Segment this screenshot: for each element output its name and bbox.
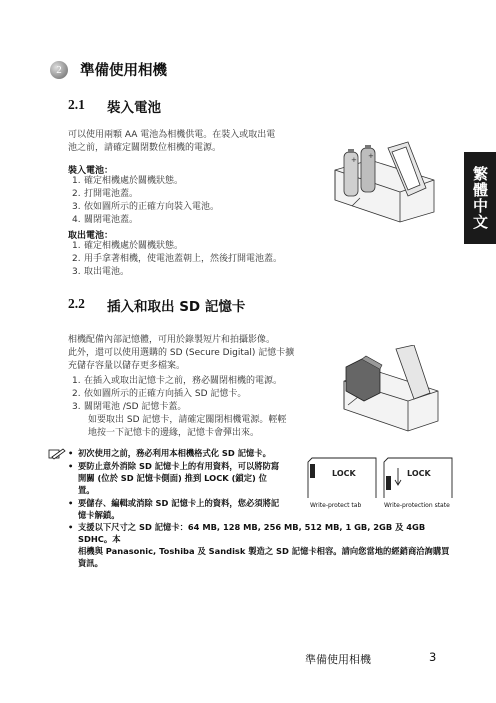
lock-switch-diagram	[306, 456, 454, 500]
remove-battery-steps	[72, 240, 332, 279]
memo-pen-icon	[48, 448, 66, 460]
language-side-tab: 繁體中文	[464, 152, 496, 244]
list-item: 1. 確定相機處於關機狀態。	[72, 241, 184, 251]
lock-label-left: LOCK	[332, 469, 356, 478]
remove-battery-heading: 取出電池：	[68, 231, 114, 241]
list-item: 2. 用手拿著相機，使電池蓋朝上，然後打開電池蓋。	[72, 254, 283, 264]
note-item-2: • 要防止意外消除 SD 記憶卡上的有用資料，可以將防寫 開關 (位於 SD 記憶卡側面) 推到 LOCK (鎖定) 位 置。	[68, 461, 280, 495]
section-21-title: 裝入電池	[107, 100, 161, 116]
list-item: 2. 依如圖所示的正確方向插入 SD 記憶卡。	[72, 389, 247, 399]
section-22-intro: 相機配備內部記憶體，可用於錄製短片和拍攝影像。 此外，還可以使用選購的 SD (Secure Digital) 記憶卡擴 充儲存容量以儲存更多檔案。	[68, 335, 295, 371]
section-22-number: 2.2	[68, 296, 85, 311]
sd-card-insert-illustration	[340, 345, 440, 437]
insert-battery-steps	[72, 175, 332, 227]
svg-text:+: +	[368, 152, 374, 160]
list-item: 1. 確定相機處於關機狀態。	[72, 176, 184, 186]
caption-write-protection-state: Write-protection state	[384, 502, 450, 509]
list-item: 4. 關閉電池蓋。	[72, 215, 139, 225]
section-21-intro: 可以使用兩顆 AA 電池為相機供電。在裝入或取出電 池之前，請確定關閉數位相機的電源。	[68, 130, 276, 153]
sd-card-steps	[72, 375, 342, 440]
note-item-3: • 要儲存、編輯或消除 SD 記憶卡上的資料，您必須將記 憶卡解鎖。	[68, 498, 280, 520]
list-item: 3. 關閉電池 /SD 記憶卡蓋。	[72, 402, 187, 412]
footer-title: 準備使用相機	[305, 653, 371, 666]
list-item: 3. 依如圖所示的正確方向裝入電池。	[72, 202, 220, 212]
chapter-number-badge: 2	[50, 61, 68, 79]
caption-write-protect-tab: Write-protect tab	[310, 502, 362, 509]
chapter-title: 準備使用相機	[80, 63, 167, 79]
arrow-down-icon	[395, 468, 401, 485]
battery-insert-illustration	[330, 140, 438, 240]
list-item: 1. 在插入或取出記憶卡之前，務必關閉相機的電源。	[72, 376, 283, 386]
note-item-4: • 支援以下尺寸之 SD 記憶卡：64 MB, 128 MB, 256 MB, 512 MB, 1 GB, 2GB 及 4GB SDHC。本 相機與 Panasonic, Toshiba 及 Sandisk 製造之 SD 記憶卡相容。請向您當地的經銷商洽詢購買 資訊。	[68, 522, 450, 568]
note-item-1: • 初次使用之前，務必利用本相機格式化 SD 記憶卡。	[68, 448, 271, 458]
lock-switch-figure	[306, 456, 454, 512]
svg-text:+: +	[351, 156, 357, 164]
section-21-number: 2.1	[68, 97, 85, 112]
write-protect-tab-locked-icon	[386, 476, 391, 490]
sd-card-icon	[346, 356, 382, 401]
list-item: 3. 取出電池。	[72, 267, 130, 277]
lock-label-right: LOCK	[407, 469, 431, 478]
page-number: 3	[429, 650, 437, 664]
section-22-title: 插入和取出 SD 記憶卡	[107, 299, 246, 315]
list-item: 2. 打開電池蓋。	[72, 189, 139, 199]
list-item-extra: 如要取出 SD 記憶卡，請確定關閉相機電源。輕輕 地按一下記憶卡的邊緣，記憶卡會彈出來。	[88, 415, 287, 438]
insert-battery-heading: 裝入電池：	[68, 166, 114, 176]
write-protect-tab-unlocked-icon	[310, 464, 315, 478]
